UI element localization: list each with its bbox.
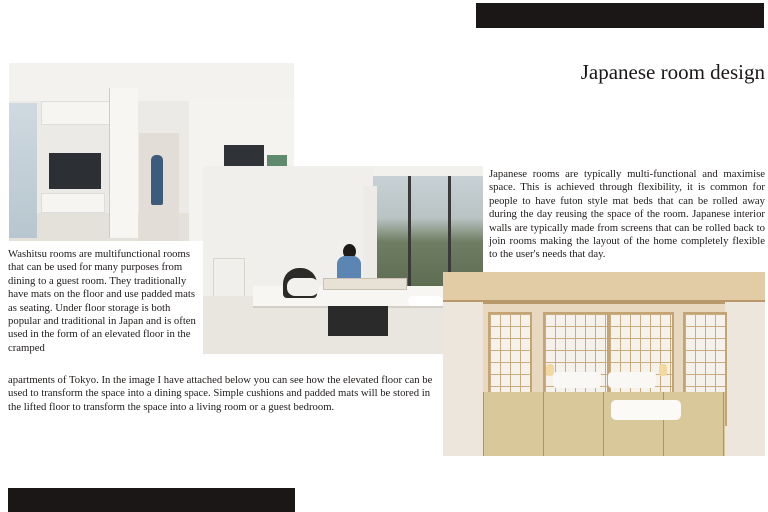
elevated-floor-paragraph: apartments of Tokyo. In the image I have attached below you can see how the elevated floor can be used to transform the space into a dining space. Simple cushions and padded mats will be stored in the lifted floor to transform the space into a living room or a guest bedroom. <box>8 374 433 413</box>
traditional-tatami-room-photo <box>443 272 765 456</box>
flexibility-paragraph: Japanese rooms are typically multi-functional and maximise space. This is achieved through flexibility, it is common for people to have futon style mat beds that can be rolled away during the day reusing the space of the room. Japanese interior walls are typically made from screens that can be rolled back to join rooms making the layout of the home completely flexible to the user's needs that day. <box>489 168 765 261</box>
washitsu-paragraph: Washitsu rooms are multifunctional rooms that can be used for many purposes from dining to a guest room. They traditionally have mats on the floor and use padded mats as seating. Under floor storage is both popular and traditional in Japan and is often used in the form of an elevated floor in the cramped <box>8 248 196 354</box>
elevated-floor-dining-photo <box>203 166 483 354</box>
page-title: Japanese room design <box>580 60 765 84</box>
top-decorative-bar <box>476 3 764 28</box>
bottom-decorative-bar <box>8 488 295 512</box>
